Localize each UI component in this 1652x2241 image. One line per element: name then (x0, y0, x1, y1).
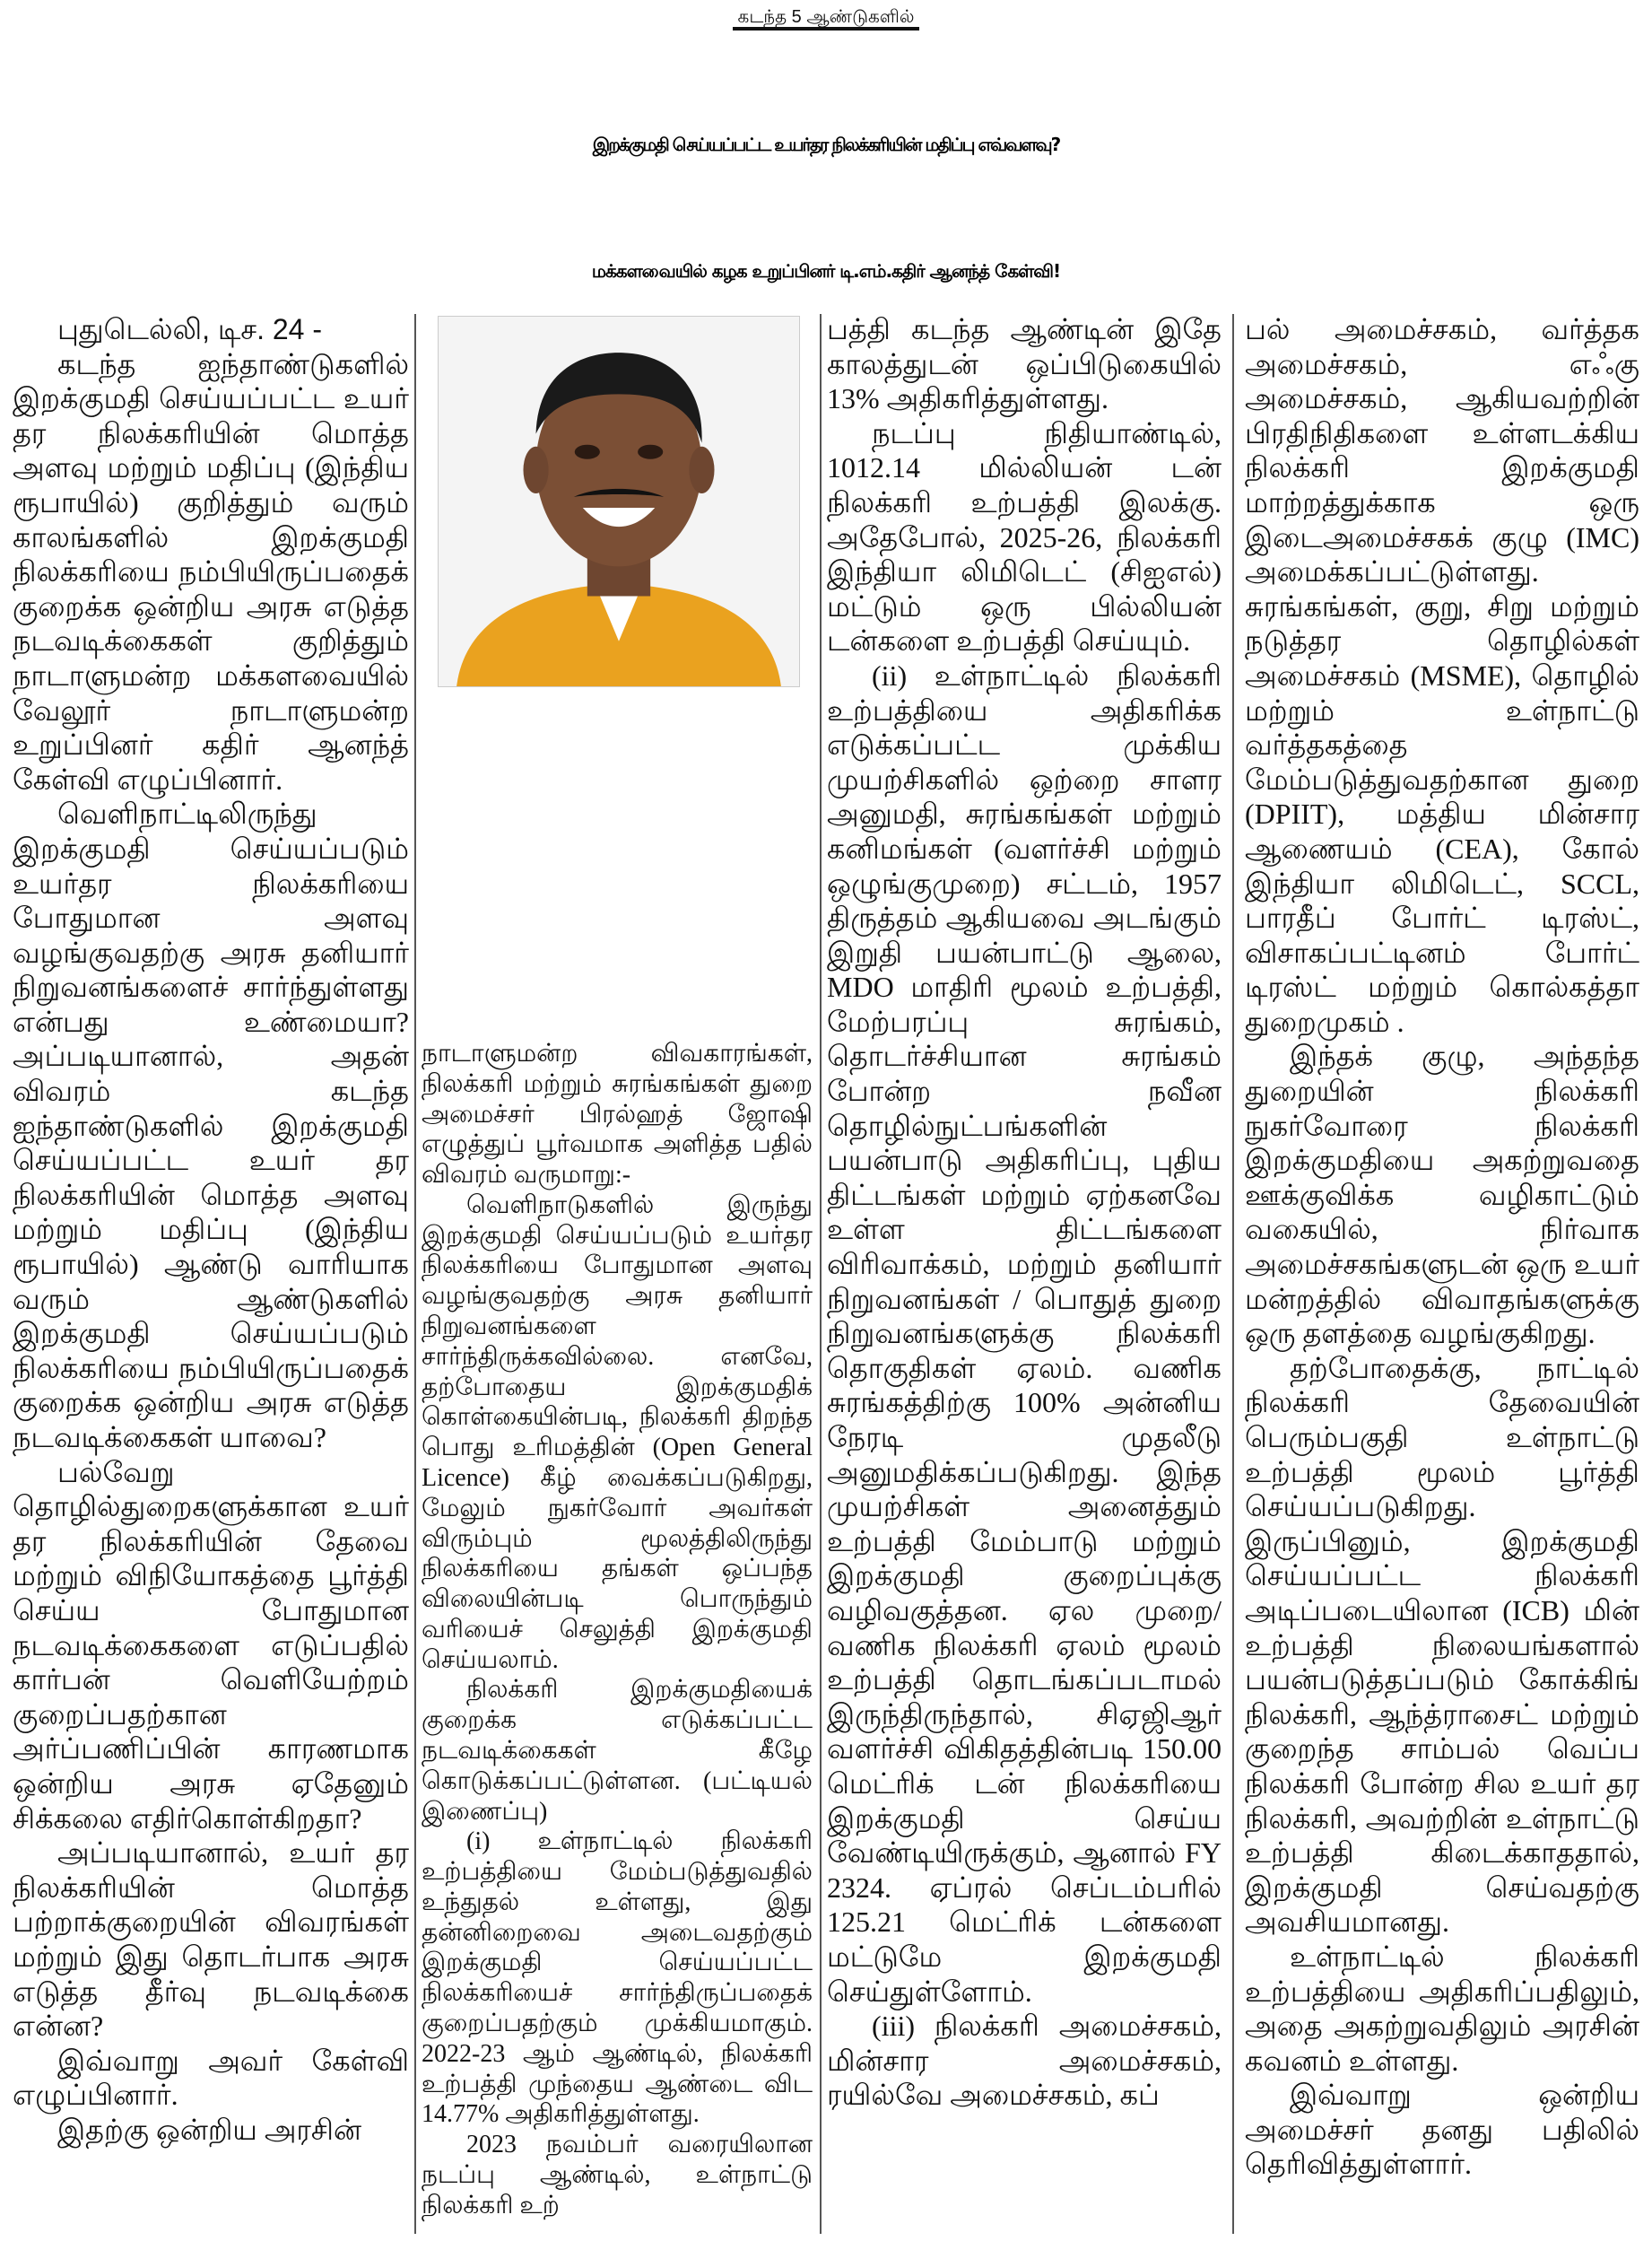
paragraph: பல் அமைச்சகம், வர்த்தக அமைச்சகம், எஃகு அமைச்சகம், ஆகியவற்றின் பிரதிநிதிகளை உள்ளடக்கிய நிலக்கரி இறக்குமதி மாற்றத்துக்காக ஒரு இடைஅமைச்சகக் குழு (IMC) அமைக்கப்பட்டுள்ளது. சுரங்கங்கள், குறு, சிறு மற்றும் நடுத்தர தொழில்கள் அமைச்சகம் (MSME), தொழில் மற்றும் உள்நாட்டு வர்த்தகத்தை மேம்படுத்துவதற்கான துறை (DPIIT), மத்திய மின்சார ஆணையம் (CEA), கோல் இந்தியா லிமிடெட், SCCL, பாரதீப் போர்ட் டிரஸ்ட், விசாகப்பட்டினம் போர்ட் டிரஸ்ட் மற்றும் கொல்கத்தா துறைமுகம் . (1245, 313, 1639, 1038)
portrait-image (439, 317, 799, 686)
paragraph: தற்போதைக்கு, நாட்டில் நிலக்கரி தேவையின் பெரும்பகுதி உள்நாட்டு உற்பத்தி மூலம் பூர்த்தி செய்யப்படுகிறது. இருப்பினும், இறக்குமதி செய்யப்பட்ட நிலக்கரி அடிப்படையிலான (ICB) மின் உற்பத்தி நிலையங்களால் பயன்படுத்தப்படும் கோக்கிங் நிலக்கரி, ஆந்த்ராசைட் மற்றும் குறைந்த சாம்பல் வெப்ப நிலக்கரி போன்ற சில உயர் தர நிலக்கரி, அவற்றின் உள்நாட்டு உற்பத்தி கிடைக்காததால், இறக்குமதி செய்வதற்கு அவசியமானது. (1245, 1351, 1639, 1939)
paragraph: பல்வேறு தொழில்துறைகளுக்கான உயர் தர நிலக்கரியின் தேவை மற்றும் விநியோகத்தை பூர்த்தி செய்ய போதுமான நடவடிக்கைகளை எடுப்பதில் கார்பன் வெளியேற்றம் குறைப்பதற்கான அர்ப்பணிப்பின் காரணமாக ஒன்றிய அரசு ஏதேனும் சிக்கலை எதிர்கொள்கிறதா? (13, 1455, 409, 1835)
kicker-text: கடந்த 5 ஆண்டுகளில் (733, 7, 920, 31)
article-subhead: மக்களவையில் கழக உறுப்பினர் டி.எம்.கதிர் ஆனந்த் கேள்வி! (591, 260, 1061, 282)
article-column-4 (1245, 312, 1639, 2232)
paragraph: (i) உள்நாட்டில் நிலக்கரி உற்பத்தியை மேம்படுத்துவதில் உந்துதல் உள்ளது, இது தன்னிறைவை அடைவதற்கும் இறக்குமதி செய்யப்பட்ட நிலக்கரியைச் சார்ந்திருப்பதைக் குறைப்பதற்கும் முக்கியமாகும். 2022-23 ஆம் ஆண்டில், நிலக்கரி உற்பத்தி முந்தைய ஆண்டை விட 14.77% அதிகரித்துள்ளது. (422, 1827, 813, 2129)
paragraph: இவ்வாறு அவர் கேள்வி எழுப்பினார். (13, 2044, 409, 2112)
paragraph: (ii) உள்நாட்டில் நிலக்கரி உற்பத்தியை அதிகரிக்க எடுக்கப்பட்ட முக்கிய முயற்சிகளில் ஒற்றை சாளர அனுமதி, சுரங்கங்கள் மற்றும் கனிமங்கள் (வளர்ச்சி மற்றும் ஒழுங்குமுறை) சட்டம், 1957 திருத்தம் ஆகியவை அடங்கும் இறுதி பயன்பாட்டு ஆலை, MDO மாதிரி மூலம் உற்பத்தி, மேற்பரப்பு சுரங்கம், தொடர்ச்சியான சுரங்கம் போன்ற நவீன தொழில்நுட்பங்களின் பயன்பாடு அதிகரிப்பு, புதிய திட்டங்கள் மற்றும் ஏற்கனவே உள்ள திட்டங்களை விரிவாக்கம், மற்றும் தனியார் நிறுவனங்கள் / பொதுத் துறை நிறுவனங்களுக்கு நிலக்கரி தொகுதிகள் ஏலம். வணிக சுரங்கத்திற்கு 100% அன்னிய நேரடி முதலீடு அனுமதிக்கப்படுகிறது. இந்த முயற்சிகள் அனைத்தும் உற்பத்தி மேம்பாடு மற்றும் இறக்குமதி குறைப்புக்கு வழிவகுத்தன. ஏல முறை/வணிக நிலக்கரி ஏலம் மூலம் உற்பத்தி தொடங்கப்படாமல் இருந்திருந்தால், சிஏஜிஆர் வளர்ச்சி விகிதத்தின்படி 150.00 மெட்ரிக் டன் நிலக்கரியை இறக்குமதி செய்ய வேண்டியிருக்கும், ஆனால் FY 2324. ஏப்ரல் செப்டம்பரில் 125.21 மெட்ரிக் டன்களை மட்டுமே இறக்குமதி செய்துள்ளோம். (827, 658, 1222, 2008)
article-column-1 (13, 312, 409, 2232)
paragraph: (iii) நிலக்கரி அமைச்சகம், மின்சார அமைச்சகம், ரயில்வே அமைச்சகம், கப் (827, 2010, 1222, 2112)
paragraph: வெளிநாடுகளில் இருந்து இறக்குமதி செய்யப்படும் உயர்தர நிலக்கரியை போதுமான அளவு வழங்குவதற்கு அரசு தனியார் நிறுவனங்களை சார்ந்திருக்கவில்லை. எனவே, தற்போதைய இறக்குமதிக் கொள்கையின்படி, நிலக்கரி திறந்த பொது உரிமத்தின் (Open General Licence) கீழ் வைக்கப்படுகிறது, மேலும் நுகர்வோர் அவர்கள் விரும்பும் மூலத்திலிருந்து நிலக்கரியை தங்கள் ஒப்பந்த விலையின்படி பொருந்தும் வரியைச் செலுத்தி இறக்குமதி செய்யலாம். (422, 1190, 813, 1674)
paragraph: இந்தக் குழு, அந்தந்த துறையின் நிலக்கரி நுகர்வோரை நிலக்கரி இறக்குமதியை அகற்றுவதை ஊக்குவிக்க வழிகாட்டும் வகையில், நிர்வாக அமைச்சகங்களுடன் ஒரு உயர் மன்றத்தில் விவாதங்களுக்கு ஒரு தளத்தை வழங்குகிறது. (1245, 1040, 1639, 1350)
paragraph: கடந்த ஐந்தாண்டுகளில் இறக்குமதி செய்யப்பட்ட உயர் தர நிலக்கரியின் மொத்த அளவு மற்றும் மதிப்பு (இந்திய ரூபாயில்) குறித்தும் வரும் காலங்களில் இறக்குமதி நிலக்கரியை நம்பியிருப்பதைக் குறைக்க ஒன்றிய அரசு எடுத்த நடவடிக்கைகள் குறித்தும் நாடாளுமன்ற மக்களவையில் வேலூர் நாடாளுமன்ற உறுப்பினர் கதிர் ஆனந்த் கேள்வி எழுப்பினார். (13, 347, 409, 796)
column-divider (414, 314, 416, 2234)
paragraph: வெளிநாட்டிலிருந்து இறக்குமதி செய்யப்படும் உயர்தர நிலக்கரியை போதுமான அளவு வழங்குவதற்கு அரசு தனியார் நிறுவனங்களைச் சார்ந்துள்ளது என்பது உண்மையா? அப்படியானால், அதன் விவரம் கடந்த ஐந்தாண்டுகளில் இறக்குமதி செய்யப்பட்ட உயர் தர நிலக்கரியின் மொத்த அளவு மற்றும் மதிப்பு (இந்திய ரூபாயில்) ஆண்டு வாரியாக வரும் ஆண்டுகளில் இறக்குமதி செய்யப்படும் நிலக்கரியை நம்பியிருப்பதைக் குறைக்க ஒன்றிய அரசு எடுத்த நடவடிக்கைகள் யாவை? (13, 798, 409, 1453)
article-column-2 (422, 1039, 813, 2232)
author-photo (438, 316, 800, 687)
paragraph: நிலக்கரி இறக்குமதியைக் குறைக்க எடுக்கப்பட்ட நடவடிக்கைகள் கீழே கொடுக்கப்பட்டுள்ளன. (பட்டியல் இணைப்பு) (422, 1676, 813, 1826)
paragraph: அப்படியானால், உயர் தர நிலக்கரியின் மொத்த பற்றாக்குறையின் விவரங்கள் மற்றும் இது தொடர்பாக அரசு எடுத்த தீர்வு நடவடிக்கை என்ன? (13, 1836, 409, 2043)
paragraph: இதற்கு ஒன்றிய அரசின் (57, 2113, 361, 2146)
article-column-3 (827, 312, 1222, 2232)
column-divider (1232, 314, 1234, 2234)
paragraph: நாடாளுமன்ற விவகாரங்கள், நிலக்கரி மற்றும் சுரங்கங்கள் துறை அமைச்சர் பிரல்ஹத் ஜோஷி எழுத்துப் பூர்வமாக அளித்த பதில் விவரம் வருமாறு:- (422, 1040, 813, 1190)
paragraph: 2023 நவம்பர் வரையிலான நடப்பு ஆண்டில், உள்நாட்டு நிலக்கரி உற் (422, 2131, 813, 2219)
article-headline: இறக்குமதி செய்யப்பட்ட உயர்தர நிலக்கரியின் மதிப்பு எவ்வளவு? (592, 134, 1060, 155)
article-kicker (0, 7, 1652, 30)
paragraph: இவ்வாறு ஒன்றிய அமைச்சர் தனது பதிலில் தெரிவித்துள்ளார். (1245, 2079, 1639, 2181)
paragraph: நடப்பு நிதியாண்டில், 1012.14 மில்லியன் டன் நிலக்கரி உற்பத்தி இலக்கு. அதேபோல், 2025-26, நிலக்கரி இந்தியா லிமிடெட் (சிஐஎல்) மட்டும் ஒரு பில்லியன் டன்களை உற்பத்தி செய்யும். (827, 416, 1222, 658)
dateline: புதுடெல்லி, டிச. 24 - (57, 313, 322, 345)
column-divider (820, 314, 822, 2234)
paragraph: பத்தி கடந்த ஆண்டின் இதே காலத்துடன் ஒப்பிடுகையில் 13% அதிகரித்துள்ளது. (827, 313, 1222, 415)
paragraph: உள்நாட்டில் நிலக்கரி உற்பத்தியை அதிகரிப்பதிலும், அதை அகற்றுவதிலும் அரசின் கவனம் உள்ளது. (1245, 1940, 1639, 2077)
